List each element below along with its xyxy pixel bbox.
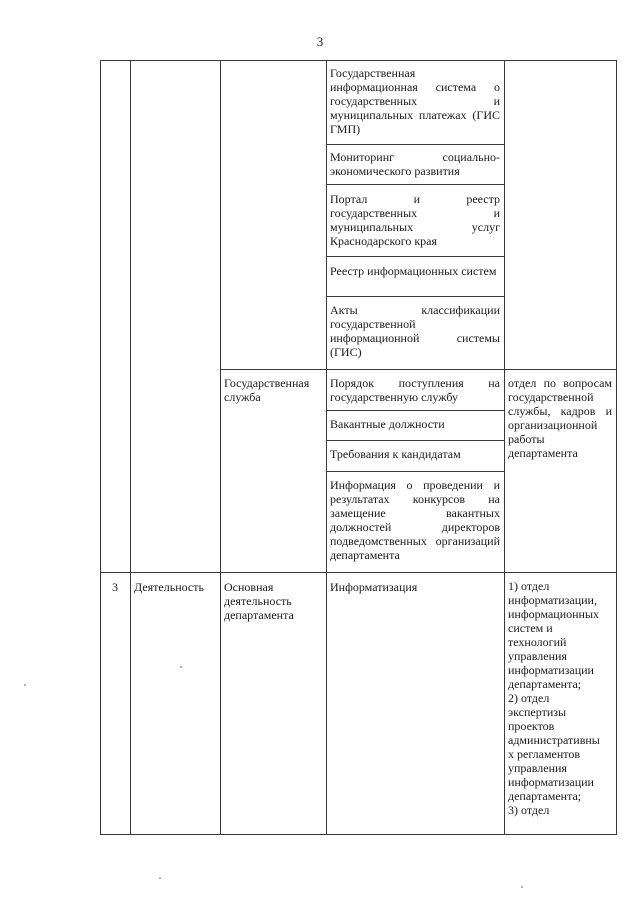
table-cell-section: Деятельность (134, 580, 204, 594)
table-border-right (616, 60, 617, 835)
table-cell-item: Портал и реестр государственных и муниципальных услуг Краснодарского края (330, 192, 500, 248)
table-cell-item: Вакантные должности (330, 417, 445, 431)
row-divider (326, 256, 505, 257)
responsible-line: информатизации, (508, 593, 597, 607)
column-divider (326, 60, 327, 835)
responsible-line: информационных (508, 607, 600, 621)
row-divider (326, 296, 505, 297)
table-border-top (100, 60, 617, 61)
table-cell-item: Реестр информационных систем (330, 264, 497, 278)
row-divider (326, 471, 505, 472)
table-cell-number: 3 (112, 580, 118, 594)
column-divider (130, 60, 131, 835)
scan-artifact (159, 877, 161, 879)
responsible-line: управления (508, 761, 567, 775)
responsible-line: 3) отдел (508, 803, 550, 817)
responsible-line: департамента; (508, 789, 582, 803)
responsible-line: 1) отдел (508, 579, 550, 593)
scan-artifact (24, 684, 26, 686)
row-divider (220, 369, 617, 370)
responsible-line: экспертизы (508, 705, 567, 719)
responsible-line: информатизации (508, 663, 594, 677)
row-divider (326, 184, 505, 185)
table-cell-item: Информатизация (330, 580, 418, 594)
scan-artifact (180, 666, 182, 668)
responsible-line: управления (508, 649, 567, 663)
table-cell-responsible (508, 579, 612, 817)
table-cell-subsection: Основная деятельность департамента (224, 580, 294, 622)
row-divider (326, 144, 505, 145)
table-border-bottom (100, 834, 617, 835)
responsible-line: административны (508, 733, 600, 747)
responsible-line: проектов (508, 719, 555, 733)
table-cell-item: Порядок поступления на государственную службу (330, 376, 500, 404)
table-cell-item: Государственная информационная система о государственных и муниципальных платежах (ГИС ГМП) (330, 66, 500, 136)
responsible-line: департамента; (508, 677, 582, 691)
responsible-line: информатизации (508, 775, 594, 789)
scan-artifact (521, 886, 523, 888)
responsible-line: 2) отдел (508, 691, 550, 705)
column-divider (504, 60, 505, 835)
responsible-line: технологий (508, 635, 567, 649)
row-divider (100, 572, 617, 573)
table-cell-subsection: Государственная служба (224, 376, 310, 404)
table-cell-item: Акты классификации государственной информационной системы (ГИС) (330, 303, 500, 359)
table-cell-item: Мониторинг социально-экономического развития (330, 150, 500, 178)
responsible-line: систем и (508, 621, 553, 635)
table-cell-responsible: отдел по вопросам государственной службы, кадров и организационной работы департамента (508, 376, 612, 460)
row-divider (326, 440, 505, 441)
column-divider (220, 60, 221, 835)
page-number: 3 (316, 34, 324, 49)
responsible-line: х регламентов (508, 747, 581, 761)
table-cell-item: Требования к кандидатам (330, 447, 461, 461)
row-divider (326, 410, 505, 411)
table-border-left (100, 60, 101, 835)
table-cell-item: Информация о проведении и результатах конкурсов на замещение вакантных должностей директоров подведомственных организаций департамента (330, 478, 500, 562)
